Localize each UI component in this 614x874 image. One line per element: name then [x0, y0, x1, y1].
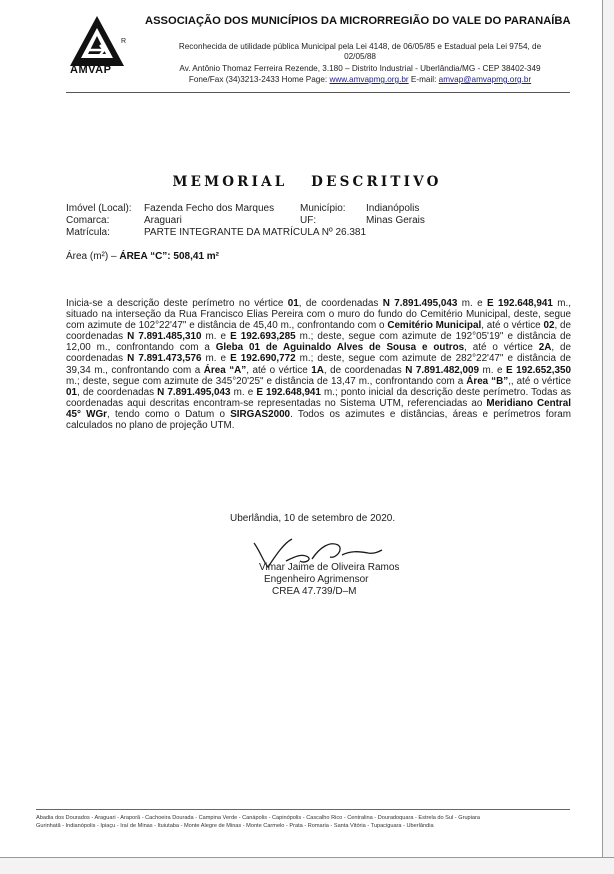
description-segment: . Todos os azimutes e distâncias, áreas e perímetros foram calculados no plano de projeção UTM. — [66, 408, 571, 432]
header-divider — [66, 92, 570, 93]
header-address: Av. Antônio Thomaz Ferreira Rezende, 3.180 – Distrito Industrial - Uberlândia/MG - CEP 38402-349 — [179, 64, 541, 73]
description-bold-segment: N 7.891.495,043 — [382, 298, 458, 309]
logo-text: AMVAP — [70, 64, 112, 76]
description-segment: m. e — [230, 386, 257, 398]
description-segment: , até o vértice — [464, 342, 539, 354]
description-segment: m.; deste, segue com azimute de 192°05'19" e distância de 12,00 m., confrontando com a — [66, 331, 572, 354]
description-segment: m.; deste, segue com azimute de 345°20'25" e distância de 13,47 m., confrontando com a — [66, 375, 467, 387]
viewer-bottom-edge — [0, 857, 614, 874]
comarca-label: Comarca: — [66, 215, 110, 226]
municipio-value: Indianópolis — [366, 203, 420, 214]
description-bold-segment: Área “A” — [203, 364, 247, 376]
homepage-link[interactable]: www.amvapmg.org.br — [329, 75, 409, 84]
signer-crea: CREA 47.739/D–M — [272, 586, 357, 597]
imovel-label: Imóvel (Local): — [66, 203, 132, 214]
footer-divider — [36, 809, 570, 810]
description-segment: , tendo como o Datum o — [107, 408, 231, 420]
description-segment: m. e — [479, 364, 506, 376]
description-segment: m., situado na interseção da Rua Francisco Elias Pereira com o muro do fundo do Cemitério Municipal, deste, segue com azimute de 102°22'47" e distância de 45,40 m., confrontando com o — [66, 298, 571, 332]
description-segment: m. e — [457, 298, 487, 309]
signer-name: Vimar Jaime de Oliveira Ramos — [259, 562, 400, 573]
description-segment: m.; deste, segue com azimute de 282°22'47" e distância de 39,34 m., confrontando com a — [66, 353, 572, 376]
description-bold-segment: N 7.891.473,576 — [127, 353, 202, 365]
phone-text: Fone/Fax (34)3213-2433 Home Page: — [188, 75, 330, 84]
matricula-label: Matrícula: — [66, 227, 110, 238]
description-bold-segment: Área “B” — [466, 375, 509, 387]
description-bold-segment: E 192.690,772 — [230, 353, 296, 365]
viewer-right-edge — [602, 0, 614, 873]
description-segment: , de coordenadas — [66, 342, 571, 365]
document-title: MEMORIAL DESCRITIVO — [172, 174, 442, 190]
description-bold-segment: 01 — [287, 298, 299, 309]
description-bold-segment: 01 — [66, 386, 77, 398]
matricula-value: PARTE INTEGRANTE DA MATRÍCULA Nº 26.381 — [144, 227, 367, 238]
description-segment: , de coordenadas — [76, 386, 158, 398]
municipio-label: Município: — [300, 203, 346, 214]
uf-value: Minas Gerais — [366, 215, 425, 226]
description-segment: m. e — [201, 331, 231, 343]
description-bold-segment: 2A — [538, 342, 552, 354]
description-bold-segment: E 192.648,941 — [256, 386, 321, 398]
description-bold-segment: E 192.652,350 — [506, 364, 572, 376]
description-bold-segment: N 7.891.495,043 — [157, 386, 231, 398]
date-line: Uberlândia, 10 de setembro de 2020. — [230, 513, 396, 524]
description-segment: Inicia-se a descrição deste perímetro no vértice — [66, 298, 288, 309]
comarca-value: Araguari — [144, 215, 182, 226]
email-label: E-mail: — [408, 75, 439, 84]
description-bold-segment: 02 — [543, 320, 555, 332]
description-segment: , de coordenadas — [323, 364, 406, 376]
description-bold-segment: Cemitério Municipal — [387, 320, 482, 332]
registered-mark: R — [121, 38, 127, 45]
email-link[interactable]: amvap@amvapmg.org.br — [438, 75, 532, 84]
description-segment: , de coordenadas — [66, 320, 571, 343]
footer-municipalities-2: Gurinhatã - Indianópolis - Ipiaçu - Iraí de Minas - Ituiutaba - Monte Alegre de Minas - Monte Carmelo - Prata - Romaria - Santa Vitória - Tupaciguara - Uberlândia — [36, 823, 434, 829]
description-bold-segment: SIRGAS2000 — [230, 408, 291, 420]
description-segment: , até o vértice — [246, 364, 312, 376]
footer-municipalities-1: Abadia dos Dourados - Araguari - Araporã - Cachoeira Dourada - Campina Verde - Canápolis - Capinópolis - Cascalho Rico - Centralina - Douradoquara - Estrela do Sul - Grupiara — [36, 815, 480, 821]
description-bold-segment: N 7.891.482,009 — [405, 364, 480, 376]
organization-title: ASSOCIAÇÃO DOS MUNICÍPIOS DA MICRORREGIÃO DO VALE DO PARANAÍBA — [145, 15, 571, 27]
header-contact — [150, 75, 570, 85]
description-bold-segment: E 192.648,941 — [487, 298, 553, 309]
header-recognition-line-2: 02/05/88 — [344, 52, 376, 61]
imovel-value: Fazenda Fecho dos Marques — [144, 203, 275, 214]
area-line — [66, 251, 219, 262]
description-segment: , de coordenadas — [298, 298, 383, 309]
description-segment: , até o vértice — [481, 320, 544, 332]
description-segment: ,, até o vértice — [508, 375, 571, 387]
description-bold-segment: Gleba 01 de Aguinaldo Alves de Sousa e outros — [215, 342, 465, 354]
area-label: Área (m²) – — [66, 251, 120, 262]
area-value: ÁREA “C”: 508,41 m² — [119, 251, 220, 262]
description-bold-segment: E 192.693,285 — [230, 331, 296, 343]
description-segment: m. e — [201, 353, 231, 365]
header-recognition-line: Reconhecida de utilidade pública Municipal pela Lei 4148, de 06/05/85 e Estadual pela Lei 9754, de — [178, 42, 542, 51]
description-segment: m.; ponto inicial da descrição deste perímetro. Todas as coordenadas aqui descritas encontram-se representadas no Sistema UTM, referenciadas ao — [66, 386, 571, 409]
perimeter-description — [66, 298, 571, 431]
description-bold-segment: 1A — [311, 364, 324, 376]
description-bold-segment: Meridiano Central 45° WGr — [66, 397, 571, 420]
signer-role: Engenheiro Agrimensor — [264, 574, 369, 585]
uf-label: UF: — [300, 215, 317, 226]
description-bold-segment: N 7.891.485,310 — [127, 331, 202, 343]
